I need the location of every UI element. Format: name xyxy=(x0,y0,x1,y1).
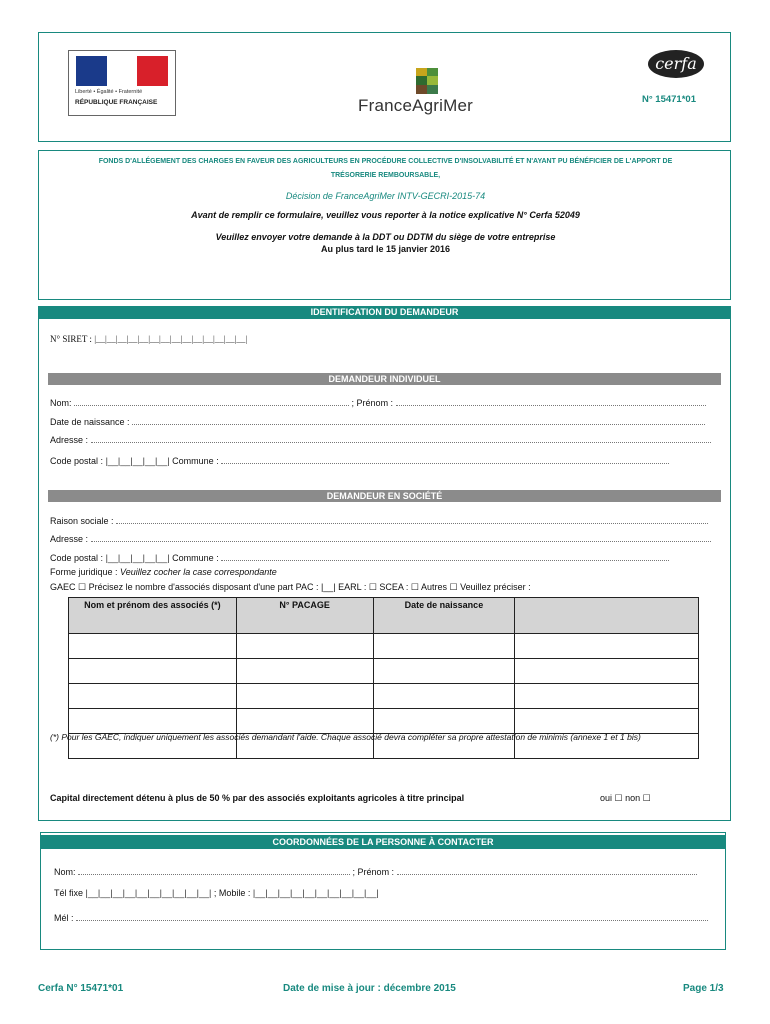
col-header-name: Nom et prénom des associés (*) xyxy=(69,598,237,634)
company-raison-label: Raison sociale : xyxy=(50,516,114,526)
deadline: Au plus tard le 15 janvier 2016 xyxy=(320,244,451,254)
form-title-line-1: FONDS D'ALLÉGEMENT DES CHARGES EN FAVEUR DES AGRICULTEURS EN PROCÉDURE COLLECTIVE D'INSOLVABILITÉ ET N'AYANT PU BÉNÉFICIER DE L'APPORT DE xyxy=(98,158,673,165)
franceagrimer-mark-icon xyxy=(416,68,438,94)
col-header-birth: Date de naissance xyxy=(373,598,515,634)
notice-instruction: Avant de remplir ce formulaire, veuillez vous reporter à la notice explicative N° Cerfa 52049 xyxy=(191,210,580,220)
table-cell[interactable] xyxy=(69,709,237,734)
col-header-pacage: N° PACAGE xyxy=(236,598,373,634)
table-cell[interactable] xyxy=(515,634,699,659)
tel-label: Tél fixe xyxy=(54,888,84,898)
contact-prenom-field[interactable] xyxy=(397,866,697,875)
siret-input[interactable]: |__|__|__|__|__|__|__|__|__|__|__|__|__|__| xyxy=(94,334,248,344)
company-address-field[interactable] xyxy=(91,533,711,542)
contact-mail-row xyxy=(54,912,708,923)
contact-phone-row xyxy=(54,888,379,898)
franceagrimer-logo xyxy=(358,68,488,118)
contact-nom-label: Nom: xyxy=(54,867,76,877)
send-instruction: Veuillez envoyer votre demande à la DDT ou DDTM du siège de votre entreprise xyxy=(215,232,556,242)
company-postal-input[interactable]: |__|__|__|__|__| xyxy=(105,553,170,563)
indiv-address-row xyxy=(50,434,711,445)
indiv-nom-label: Nom: xyxy=(50,398,72,408)
capital-options[interactable]: oui ☐ non ☐ xyxy=(600,793,651,803)
contact-prenom-label: ; Prénom : xyxy=(352,867,395,877)
company-postal-row xyxy=(50,552,669,563)
company-address-row xyxy=(50,533,711,544)
indiv-address-field[interactable] xyxy=(91,434,711,443)
indiv-commune-field[interactable] xyxy=(221,455,669,464)
mail-field[interactable] xyxy=(76,912,708,921)
indiv-postal-label: Code postal : xyxy=(50,456,104,466)
footer-page: Page 1/3 xyxy=(683,983,724,994)
table-cell[interactable] xyxy=(515,684,699,709)
indiv-postal-row xyxy=(50,455,669,466)
table-cell[interactable] xyxy=(69,634,237,659)
legal-form-row xyxy=(50,567,277,577)
table-header-row xyxy=(69,598,699,634)
indiv-nom-field[interactable] xyxy=(74,397,349,406)
indiv-commune-label: Commune : xyxy=(172,456,219,466)
form-title-line-2: TRÉSORERIE REMBOURSABLE, xyxy=(330,172,441,179)
french-flag-icon xyxy=(76,56,168,86)
col-header-blank xyxy=(515,598,699,634)
table-cell[interactable] xyxy=(236,659,373,684)
indiv-birth-label: Date de naissance : xyxy=(50,417,130,427)
mobile-label: ; Mobile : xyxy=(213,888,251,898)
table-cell[interactable] xyxy=(236,684,373,709)
table-row xyxy=(69,659,699,684)
company-commune-field[interactable] xyxy=(221,552,669,561)
table-cell[interactable] xyxy=(373,709,515,734)
table-cell[interactable] xyxy=(373,634,515,659)
contact-nom-field[interactable] xyxy=(78,866,350,875)
legal-form-options[interactable]: GAEC ☐ Précisez le nombre d'associés disposant d'une part PAC : |__| EARL : ☐ SCEA : ☐ Autres ☐ Veuillez préciser : xyxy=(50,582,531,592)
table-cell[interactable] xyxy=(373,684,515,709)
individual-header: DEMANDEUR INDIVIDUEL xyxy=(48,373,721,385)
company-raison-field[interactable] xyxy=(116,515,708,524)
contact-header: COORDONNÉES DE LA PERSONNE À CONTACTER xyxy=(40,835,726,849)
table-cell[interactable] xyxy=(515,709,699,734)
indiv-birth-field[interactable] xyxy=(132,416,705,425)
table-cell[interactable] xyxy=(515,659,699,684)
mobile-input[interactable]: |__|__|__|__|__|__|__|__|__|__| xyxy=(252,888,379,898)
footer-update-date: Date de mise à jour : décembre 2015 xyxy=(283,983,456,994)
company-address-label: Adresse : xyxy=(50,534,89,544)
decision-reference: Décision de FranceAgriMer INTV-GECRI-2015-74 xyxy=(285,191,486,201)
tel-input[interactable]: |__|__|__|__|__|__|__|__|__|__| xyxy=(85,888,212,898)
siret-label: N° SIRET : xyxy=(50,334,92,344)
table-row xyxy=(69,684,699,709)
table-cell[interactable] xyxy=(69,659,237,684)
rf-name: RÉPUBLIQUE FRANÇAISE xyxy=(75,99,158,106)
cerfa-logo: cerfa xyxy=(648,50,704,78)
company-commune-label: Commune : xyxy=(172,553,219,563)
form-title xyxy=(48,155,723,183)
table-cell[interactable] xyxy=(69,684,237,709)
indiv-address-label: Adresse : xyxy=(50,435,89,445)
company-postal-label: Code postal : xyxy=(50,553,104,563)
indiv-prenom-label: ; Prénom : xyxy=(351,398,394,408)
siret-row xyxy=(50,334,247,344)
company-name-row xyxy=(50,515,708,526)
capital-question: Capital directement détenu à plus de 50 % par des associés exploitants agricoles à titre principal xyxy=(50,793,465,803)
franceagrimer-name: FranceAgriMer xyxy=(358,96,474,115)
indiv-prenom-field[interactable] xyxy=(396,397,706,406)
identification-header: IDENTIFICATION DU DEMANDEUR xyxy=(38,306,731,319)
table-cell[interactable] xyxy=(236,634,373,659)
indiv-postal-input[interactable]: |__|__|__|__|__| xyxy=(105,456,170,466)
table-cell[interactable] xyxy=(373,659,515,684)
contact-name-row xyxy=(54,866,697,877)
gaec-footnote: (*) Pour les GAEC, indiquer uniquement les associés demandant l'aide. Chaque associé devra compléter sa propre attestation de minimis (annexe 1 et 1 bis) xyxy=(50,732,641,742)
table-cell[interactable] xyxy=(236,709,373,734)
republique-francaise-logo xyxy=(68,50,176,116)
form-number: N° 15471*01 xyxy=(642,94,696,105)
footer-cerfa: Cerfa N° 15471*01 xyxy=(38,983,124,994)
legal-form-label: Forme juridique : xyxy=(50,567,118,577)
indiv-birth-row xyxy=(50,416,705,427)
mail-label: Mél : xyxy=(54,913,74,923)
table-row xyxy=(69,634,699,659)
legal-form-hint: Veuillez cocher la case correspondante xyxy=(120,567,277,577)
rf-motto: Liberté • Égalité • Fraternité xyxy=(75,89,143,95)
indiv-name-row xyxy=(50,397,706,408)
company-header: DEMANDEUR EN SOCIÉTÉ xyxy=(48,490,721,502)
table-row xyxy=(69,709,699,734)
